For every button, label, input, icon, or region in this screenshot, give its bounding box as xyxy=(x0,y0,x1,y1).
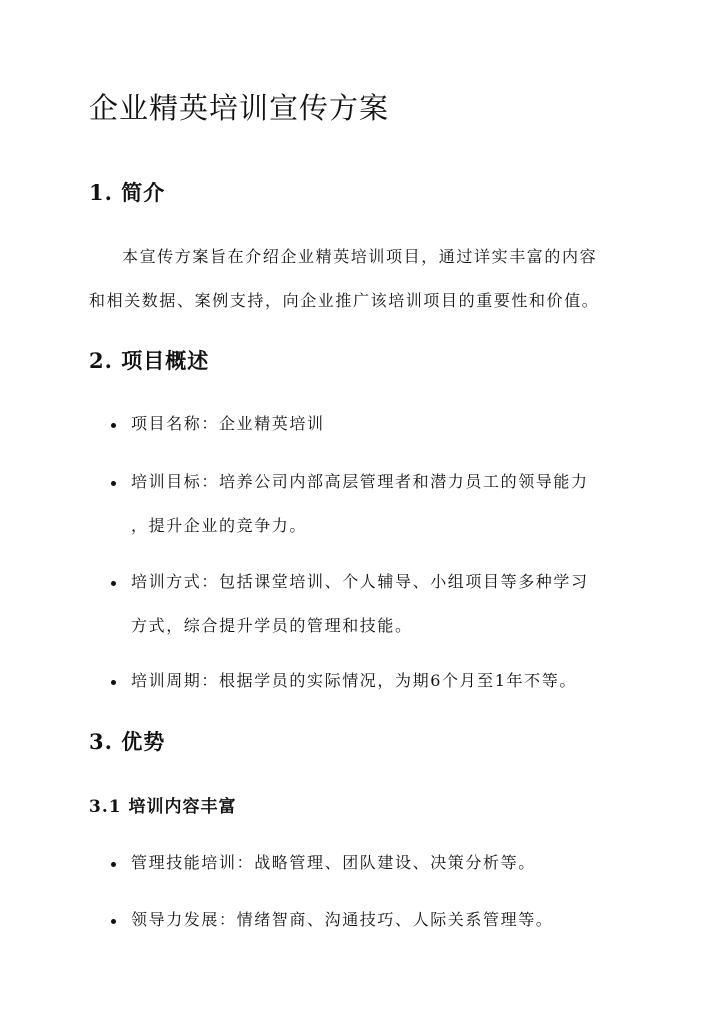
list-item-text-continued: ，提升企业的竞争力。 xyxy=(131,516,308,535)
intro-paragraph-line-1: 本宣传方案旨在介绍企业精英培训项目，通过详实丰富的内容 xyxy=(122,247,598,266)
bullet-dot xyxy=(111,423,116,428)
list-item-text: 培训周期：根据学员的实际情况，为期6个月至1年不等。 xyxy=(131,671,577,690)
list-item-text: 项目名称：企业精英培训 xyxy=(131,414,325,433)
list-item-text: 培训方式：包括课堂培训、个人辅导、小组项目等多种学习 xyxy=(131,572,589,591)
bullet-dot xyxy=(111,481,116,486)
list-item-text-continued: 方式，综合提升学员的管理和技能。 xyxy=(131,616,413,635)
section-heading-advantages: 3. 优势 xyxy=(89,729,166,754)
bullet-dot xyxy=(111,680,116,685)
bullet-dot xyxy=(111,581,116,586)
list-item-text: 管理技能培训：战略管理、团队建设、决策分析等。 xyxy=(131,853,536,872)
section-heading-overview: 2. 项目概述 xyxy=(89,348,210,373)
document-title: 企业精英培训宣传方案 xyxy=(89,91,390,125)
bullet-dot xyxy=(111,862,116,867)
list-item-text: 培训目标：培养公司内部高层管理者和潜力员工的领导能力 xyxy=(131,472,589,491)
intro-paragraph-line-2: 和相关数据、案例支持，向企业推广该培训项目的重要性和价值。 xyxy=(89,291,600,310)
bullet-dot xyxy=(111,919,116,924)
subsection-heading-content: 3.1 培训内容丰富 xyxy=(89,797,237,817)
list-item-text: 领导力发展：情绪智商、沟通技巧、人际关系管理等。 xyxy=(131,910,554,929)
section-heading-intro: 1. 简介 xyxy=(89,180,166,205)
